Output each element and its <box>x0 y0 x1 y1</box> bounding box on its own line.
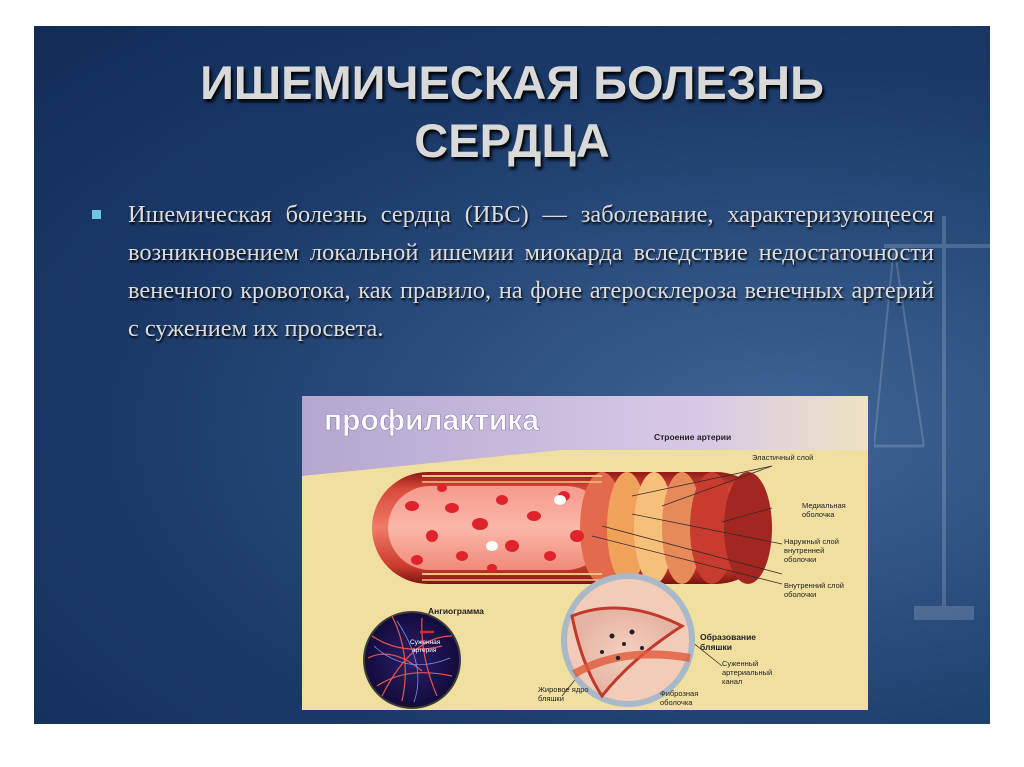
bullet-text: Ишемическая болезнь сердца (ИБС) — заболевание, характеризующееся возникновением локальной ишемии миокарда вследствие недостаточности венечного кровотока, как правило, на фоне атеросклероза венечных артерий с сужением их просвета. <box>128 201 934 342</box>
label-fibrous-2: оболочка <box>660 698 693 707</box>
layer-ring-6 <box>724 472 772 584</box>
label-plaque-title-1: Образование <box>700 632 757 642</box>
label-outer-3: оболочки <box>784 555 817 564</box>
label-inner-2: оболочки <box>784 590 817 599</box>
label-lipid-1: Жировое ядро <box>538 685 589 694</box>
label-channel-2: артериальный <box>722 668 773 677</box>
title-line-1: ИШЕМИЧЕСКАЯ БОЛЕЗНЬ <box>200 56 824 109</box>
label-channel-1: Суженный <box>722 659 759 668</box>
label-narrowed-2: артерия <box>412 647 437 654</box>
label-outer-2: внутренней <box>784 546 825 555</box>
label-inner-1: Внутренний слой <box>784 581 844 590</box>
slide-title <box>34 54 990 170</box>
bullet-square-icon <box>92 210 101 219</box>
artery-diagram <box>302 396 868 710</box>
label-elastic-layer: Эластичный слой <box>752 453 814 462</box>
banner-label: профилактика <box>324 404 540 437</box>
label-lipid-2: бляшки <box>538 694 564 703</box>
label-plaque-title-2: бляшки <box>700 642 732 652</box>
label-medial-1: Медиальная <box>802 501 846 510</box>
artery-illustration <box>302 396 868 710</box>
slide <box>34 26 990 724</box>
heading-label: Строение артерии <box>654 432 732 442</box>
label-outer-1: Наружный слой <box>784 537 839 546</box>
label-channel-3: канал <box>722 677 743 686</box>
label-narrowed-1: Суженная <box>410 639 441 646</box>
label-medial-2: оболочка <box>802 510 835 519</box>
label-angiogram: Ангиограмма <box>428 606 484 616</box>
label-fibrous-1: Фиброзная <box>660 689 699 698</box>
title-line-2: СЕРДЦА <box>414 114 610 167</box>
